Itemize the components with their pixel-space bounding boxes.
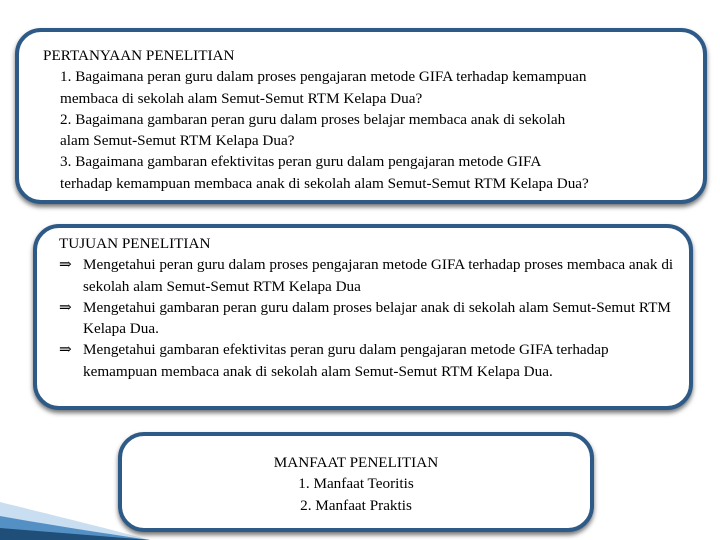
objective-item	[59, 297, 675, 340]
question-line: membaca di sekolah alam Semut-Semut RTM Kelapa Dua?	[60, 89, 423, 107]
objective-text: Mengetahui peran guru dalam proses pengajaran metode GIFA terhadap proses membaca anak di sekolah alam Semut-Semut RTM Kelapa Dua	[83, 256, 674, 295]
objective-text: Mengetahui gambaran efektivitas peran guru dalam pengajaran metode GIFA terhadap kemampuan membaca anak di sekolah alam Semut-Semut RTM Kelapa Dua.	[83, 341, 609, 380]
objective-item	[59, 339, 675, 382]
implies-arrow-icon: ⇒	[59, 256, 72, 274]
implies-arrow-icon: ⇒	[59, 341, 72, 359]
implies-arrow-icon: ⇒	[59, 298, 72, 316]
question-line: terhadap kemampuan membaca anak di sekolah alam Semut-Semut RTM Kelapa Dua?	[60, 174, 589, 192]
question-line: alam Semut-Semut RTM Kelapa Dua?	[60, 132, 295, 150]
question-line: 1. Bagaimana peran guru dalam proses pengajaran metode GIFA terhadap kemampuan	[60, 68, 587, 86]
research-questions-box	[15, 28, 707, 204]
objective-text: Mengetahui gambaran peran guru dalam proses belajar anak di sekolah alam Semut-Semut RTM Kelapa Dua.	[83, 298, 671, 338]
question-line: 2. Bagaimana gambaran peran guru dalam proses belajar membaca anak di sekolah	[60, 110, 566, 128]
benefit-item: 2. Manfaat Praktis	[300, 496, 412, 514]
research-benefits-box	[118, 432, 594, 532]
benefit-item: 1. Manfaat Teoritis	[298, 475, 414, 493]
research-objectives-box	[33, 224, 693, 410]
question-line: 3. Bagaimana gambaran efektivitas peran guru dalam pengajaran metode GIFA	[60, 153, 542, 171]
research-objectives-title: TUJUAN PENELITIAN	[59, 235, 211, 252]
objective-item	[59, 254, 675, 297]
research-questions-title: PERTANYAAN PENELITIAN	[43, 47, 235, 64]
research-benefits-title: MANFAAT PENELITIAN	[273, 454, 439, 471]
